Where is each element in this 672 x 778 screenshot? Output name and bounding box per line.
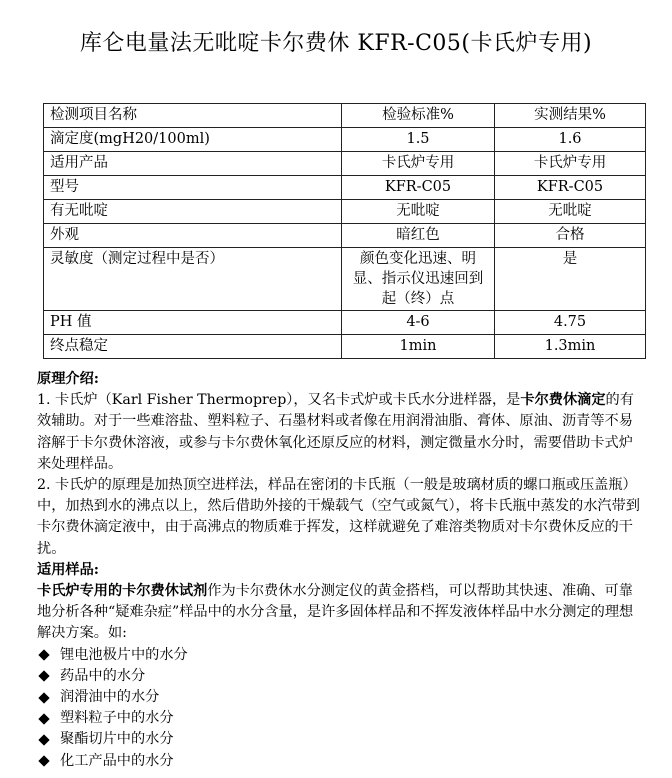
list-item bbox=[37, 666, 645, 687]
principle-paragraph-1 bbox=[37, 390, 645, 475]
page-title: 库仑电量法无吡啶卡尔费休 KFR-C05(卡氏炉专用) bbox=[79, 31, 593, 56]
table-row bbox=[44, 335, 646, 359]
table-row bbox=[44, 176, 646, 200]
list-item-label: 药品中的水分 bbox=[60, 667, 146, 684]
list-item bbox=[37, 729, 645, 750]
list-item-label: 锂电池极片中的水分 bbox=[60, 646, 188, 663]
table-row bbox=[44, 128, 646, 152]
table-cell: 外观 bbox=[44, 224, 342, 248]
header-item: 检测项目名称 bbox=[44, 104, 342, 128]
table-cell: 滴定度(mgH20/100ml) bbox=[44, 128, 342, 152]
samples-heading: 适用样品: bbox=[37, 561, 99, 578]
diamond-bullet-icon bbox=[38, 650, 49, 661]
table-cell: 1.6 bbox=[495, 128, 646, 152]
list-item bbox=[37, 751, 645, 772]
sample-list bbox=[37, 645, 645, 772]
diamond-bullet-icon bbox=[38, 671, 49, 682]
list-item-label: 润滑油中的水分 bbox=[60, 689, 160, 706]
samples-intro-text: 作为卡尔费休水分测定仪的黄金搭档，可以帮助其快速、准确、可靠地分析各种“疑难杂症”样品中的水分含量，是许多固体样品和不挥发液体样品中水分测定的理想解决方案。如: bbox=[37, 583, 634, 642]
table-cell: 无吡啶 bbox=[495, 200, 646, 224]
list-item bbox=[37, 708, 645, 729]
table-row bbox=[44, 248, 646, 311]
samples-intro-bold: 卡氏炉专用的卡尔费休试剂 bbox=[37, 583, 208, 600]
list-item-label: 塑料粒子中的水分 bbox=[60, 710, 174, 727]
list-item bbox=[37, 645, 645, 666]
principle-p1-text: 1. 卡氏炉（Karl Fisher Thermoprep），又名卡式炉或卡氏水分进样器，是 bbox=[37, 392, 521, 409]
header-result: 实测结果% bbox=[495, 104, 646, 128]
table-row bbox=[44, 224, 646, 248]
table-cell: 合格 bbox=[495, 224, 646, 248]
table-cell: 卡氏炉专用 bbox=[342, 152, 495, 176]
diamond-bullet-icon bbox=[38, 734, 49, 745]
diamond-bullet-icon bbox=[38, 692, 49, 703]
table-cell: 型号 bbox=[44, 176, 342, 200]
diamond-bullet-icon bbox=[38, 756, 49, 767]
document-body bbox=[37, 369, 645, 772]
table-row bbox=[44, 311, 646, 335]
diamond-bullet-icon bbox=[38, 713, 49, 724]
table-cell: 1.3min bbox=[495, 335, 646, 359]
table-cell: 有无吡啶 bbox=[44, 200, 342, 224]
principle-p1-bold: 卡尔费休滴定 bbox=[520, 392, 606, 409]
table-cell: PH 值 bbox=[44, 311, 342, 335]
spec-table bbox=[43, 103, 646, 359]
table-cell: 1.5 bbox=[342, 128, 495, 152]
table-cell: 1min bbox=[342, 335, 495, 359]
table-cell: 暗红色 bbox=[342, 224, 495, 248]
table-cell: 无吡啶 bbox=[342, 200, 495, 224]
table-cell: 卡氏炉专用 bbox=[495, 152, 646, 176]
table-cell: 4.75 bbox=[495, 311, 646, 335]
table-cell: 适用产品 bbox=[44, 152, 342, 176]
table-cell: 颜色变化迅速、明显、指示仪迅速回到起（终）点 bbox=[342, 248, 495, 311]
principle-p1-text-rest: 的有效辅助。对于一些难溶盐、塑料粒子、石墨材料或者像在用润滑油脂、膏体、原油、沥青等不易溶解于卡尔费休溶液，或参与卡尔费休氧化还原反应的材料，测定微量水分时，需要借助卡式炉来处理样品。 bbox=[37, 392, 634, 472]
table-row bbox=[44, 152, 646, 176]
principle-heading: 原理介绍: bbox=[37, 371, 99, 387]
table-cell: 终点稳定 bbox=[44, 335, 342, 359]
table-cell: 4-6 bbox=[342, 311, 495, 335]
table-cell: 是 bbox=[495, 248, 646, 311]
principle-paragraph-2: 2. 卡氏炉的原理是加热顶空进样法，样品在密闭的卡氏瓶（一般是玻璃材质的螺口瓶或压盖瓶）中，加热到水的沸点以上，然后借助外接的干燥载气（空气或氮气），将卡氏瓶中蒸发的水汽带到卡尔费休滴定液中，由于高沸点的物质难于挥发，这样就避免了难溶类物质对卡尔费休反应的干扰。 bbox=[37, 477, 640, 557]
list-item-label: 化工产品中的水分 bbox=[60, 752, 174, 769]
list-item-label: 聚酯切片中的水分 bbox=[60, 731, 174, 748]
table-cell: KFR-C05 bbox=[495, 176, 646, 200]
table-row bbox=[44, 200, 646, 224]
header-standard: 检验标准% bbox=[342, 104, 495, 128]
table-cell: 灵敏度（测定过程中是否） bbox=[44, 248, 342, 311]
table-header-row bbox=[44, 104, 646, 128]
table-cell: KFR-C05 bbox=[342, 176, 495, 200]
list-item bbox=[37, 687, 645, 708]
samples-intro bbox=[37, 581, 645, 645]
